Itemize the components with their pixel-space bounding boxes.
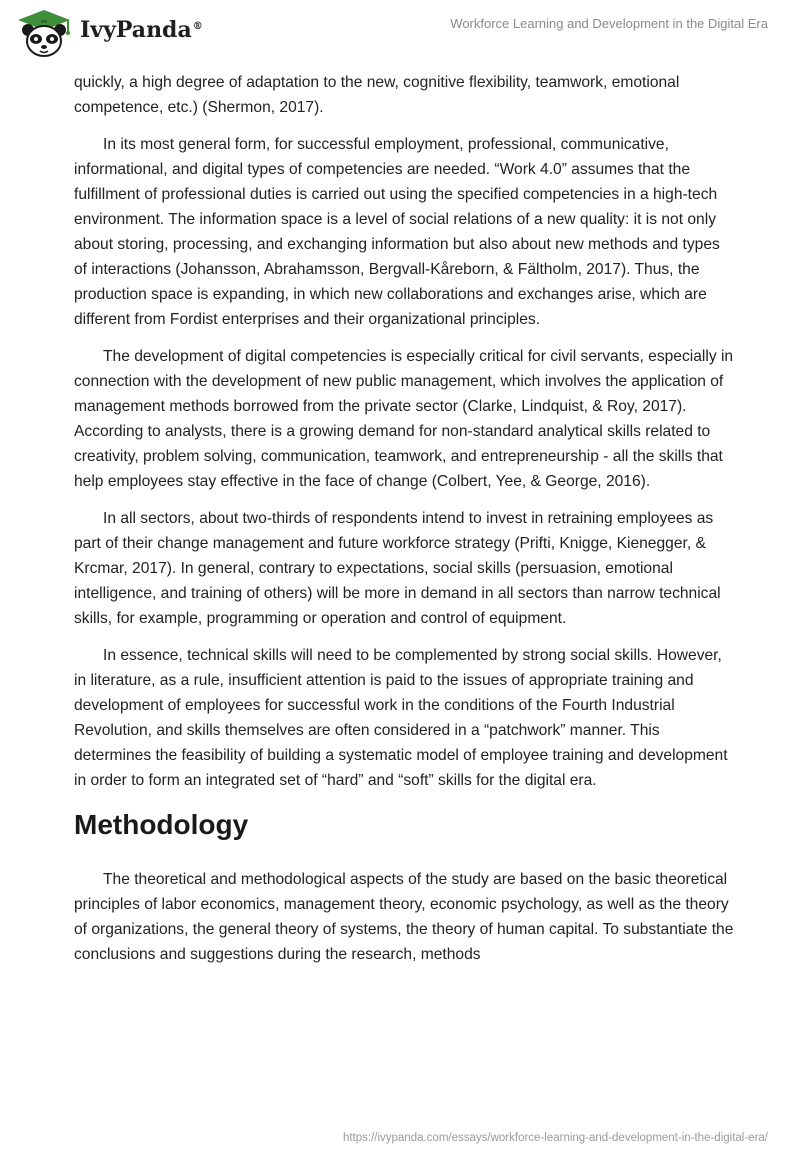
- paragraph: The development of digital competencies is especially critical for civil servants, especially in connection with the development of new public management, which involves the application of management methods borrowed from the private sector (Clarke, Lindquist, & Roy, 2017). According to analysts, there is a growing demand for non-standard analytical skills related to creativity, problem solving, communication, teamwork, and entrepreneurship - all the skills that help employees stay effective in the face of change (Colbert, Yee, & George, 2016).: [74, 348, 734, 490]
- panda-logo-icon[interactable]: [14, 8, 74, 60]
- paragraph: quickly, a high degree of adaptation to the new, cognitive flexibility, teamwork, emotional competence, etc.) (Shermon, 2017).: [74, 74, 680, 116]
- paragraph: In essence, technical skills will need to be complemented by strong social skills. However, in literature, as a rule, insufficient attention is paid to the issues of appropriate training and development of employees for successful work in the conditions of the Fourth Industrial Revolution, and skills themselves are often considered in a “patchwork” manner. This determines the feasibility of building a systematic model of employee training and development in order to form an integrated set of “hard” and “soft” skills for the digital era.: [74, 647, 728, 789]
- brand-text: IvyPanda: [80, 17, 192, 43]
- paragraph: The theoretical and methodological aspects of the study are based on the basic theoretical principles of labor economics, management theory, economic psychology, as well as the theory of organizations, the general theory of systems, the theory of human capital. To substantiate the conclusions and suggestions during the research, methods: [74, 871, 734, 963]
- page-header: [0, 0, 800, 68]
- paragraph: In all sectors, about two-thirds of respondents intend to invest in retraining employees as part of their change management and future workforce strategy (Prifti, Knigge, Kienegger, & Krcmar, 2017). In general, contrary to expectations, social skills (persuasion, emotional intelligence, and training of others) will be more in demand in all sectors than narrow technical skills, for example, programming or operation and control of equipment.: [74, 510, 721, 627]
- document-title: Workforce Learning and Development in the Digital Era: [450, 16, 768, 31]
- paragraph: In its most general form, for successful employment, professional, communicative, informational, and digital types of competencies are needed. “Work 4.0” assumes that the fulfillment of professional duties is carried out using the specified competencies in a high-tech environment. The information space is a level of social relations of a new quality: it is not only about storing, processing, and exchanging information but also about new methods and types of interactions (Johansson, Abrahamsson, Bergvall-Kåreborn, & Fältholm, 2017). Thus, the production space is expanding, in which new collaborations and exchanges arise, which are different from Fordist enterprises and their organizational principles.: [74, 136, 720, 328]
- footer-source-link[interactable]: https://ivypanda.com/essays/workforce-learning-and-development-in-the-digital-era/: [342, 1132, 768, 1144]
- essay-body: [74, 70, 734, 979]
- section-heading-methodology: Methodology: [74, 809, 249, 840]
- brand-name[interactable]: [80, 17, 203, 43]
- registered-mark: ®: [192, 20, 203, 32]
